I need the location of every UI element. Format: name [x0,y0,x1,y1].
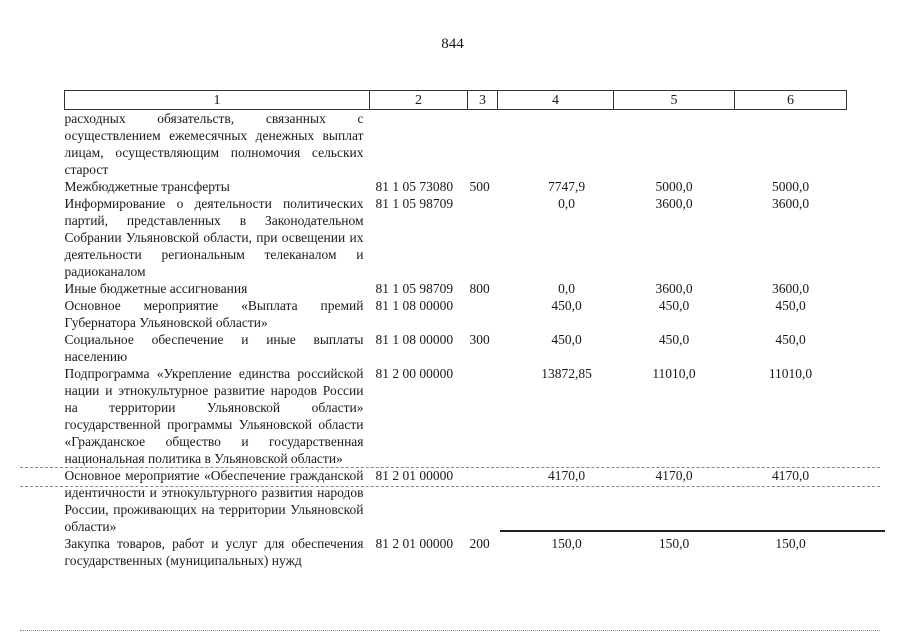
cell-expense-type [468,195,498,280]
cell-expense-type: 800 [469,281,490,296]
cell-code: 81 2 00 00000 [375,366,454,381]
cell-value-col5: 11010,0 [652,366,696,381]
cell-value-col4: 450,0 [551,332,582,347]
cell-value-col6: 450,0 [775,332,806,347]
cell-value-col6: 450,0 [775,298,806,313]
table-header-row [65,91,847,110]
cell-expense-type: 300 [469,332,490,347]
cell-name: Информирование о деятельности политических партий, представленных в Законодательном Собрании Ульяновской области, при освещении их деятельности региональным телеканалом и радиоканалом [64,196,364,279]
cell-value-col4: 13872,85 [541,366,592,381]
table-row [65,331,847,365]
cell-value-col5: 450,0 [658,332,690,347]
budget-table [64,90,847,569]
cell-value-col6: 4170,0 [771,468,810,483]
cell-expense-type [468,467,498,535]
table-row [65,280,847,297]
cell-code: 81 1 05 98709 [375,281,454,296]
cell-value-col4: 0,0 [558,281,575,296]
table-row [65,195,847,280]
cell-name: расходных обязательств, связанных с осуществлением ежемесячных денежных выплат лицам, осуществляющим полномочия сельских старост [64,111,364,177]
scan-artifact-line [20,467,880,468]
cell-name: Основное мероприятие «Обеспечение гражданской идентичности и этнокультурного развития народов России, проживающих на территории Ульяновской области» [64,468,364,534]
scan-artifact-line [20,486,880,487]
scan-artifact-line [20,630,880,631]
cell-code: 81 2 01 00000 [375,536,454,551]
header-col-6: 6 [735,91,847,110]
cell-value-col4: 7747,9 [547,179,586,194]
cell-value-col4: 150,0 [551,536,582,551]
cell-value-col6 [735,110,847,179]
cell-value-col5: 3600,0 [655,281,693,296]
header-col-3: 3 [468,91,498,110]
cell-expense-type [468,110,498,179]
table-row [65,365,847,467]
cell-expense-type [468,297,498,331]
header-col-2: 2 [370,91,468,110]
cell-code: 81 1 05 73080 [375,179,454,194]
table-row [65,178,847,195]
cell-name: Подпрограмма «Укрепление единства российской нации и этнокультурное развитие народов России на территории Ульяновской области» государственной программы Ульяновской области «Гражданское общество и государственная национальная политика в Ульяновской области» [64,366,364,466]
cell-name: Межбюджетные трансферты [64,179,230,194]
cell-expense-type: 500 [469,179,490,194]
cell-name: Иные бюджетные ассигнования [64,281,248,296]
page-number: 844 [441,36,464,52]
cell-name: Основное мероприятие «Выплата премий Губернатора Ульяновской области» [64,298,364,330]
cell-name: Социальное обеспечение и иные выплаты населению [64,332,364,364]
cell-value-col5: 3600,0 [655,196,693,211]
cell-value-col5: 5000,0 [655,179,693,194]
table-row [65,535,847,569]
cell-value-col6: 3600,0 [771,281,810,296]
cell-code: 81 1 08 00000 [375,332,454,347]
header-col-4: 4 [498,91,614,110]
cell-value-col5: 150,0 [658,536,690,551]
cell-value-col5: 450,0 [658,298,690,313]
cell-value-col4: 450,0 [551,298,582,313]
cell-value-col4: 4170,0 [547,468,586,483]
cell-value-col6: 5000,0 [771,179,810,194]
table-row [65,297,847,331]
cell-code: 81 1 08 00000 [375,298,454,313]
cell-expense-type: 200 [469,536,490,551]
cell-code [370,110,468,179]
cell-value-col4 [498,110,614,179]
cell-name: Закупка товаров, работ и услуг для обеспечения государственных (муниципальных) нужд [64,536,364,568]
cell-code: 81 2 01 00000 [375,468,454,483]
cell-value-col5 [614,110,735,179]
cell-value-col4: 0,0 [558,196,575,211]
cell-expense-type [468,365,498,467]
cell-value-col6: 3600,0 [771,196,810,211]
header-col-5: 5 [614,91,735,110]
table-row [65,467,847,535]
cell-value-col6: 150,0 [775,536,806,551]
cell-value-col6: 11010,0 [768,366,813,381]
cell-value-col5: 4170,0 [655,468,693,483]
cell-code: 81 1 05 98709 [375,196,454,211]
header-col-1: 1 [65,91,370,110]
scan-artifact-bar [500,530,885,532]
table-row [65,110,847,179]
